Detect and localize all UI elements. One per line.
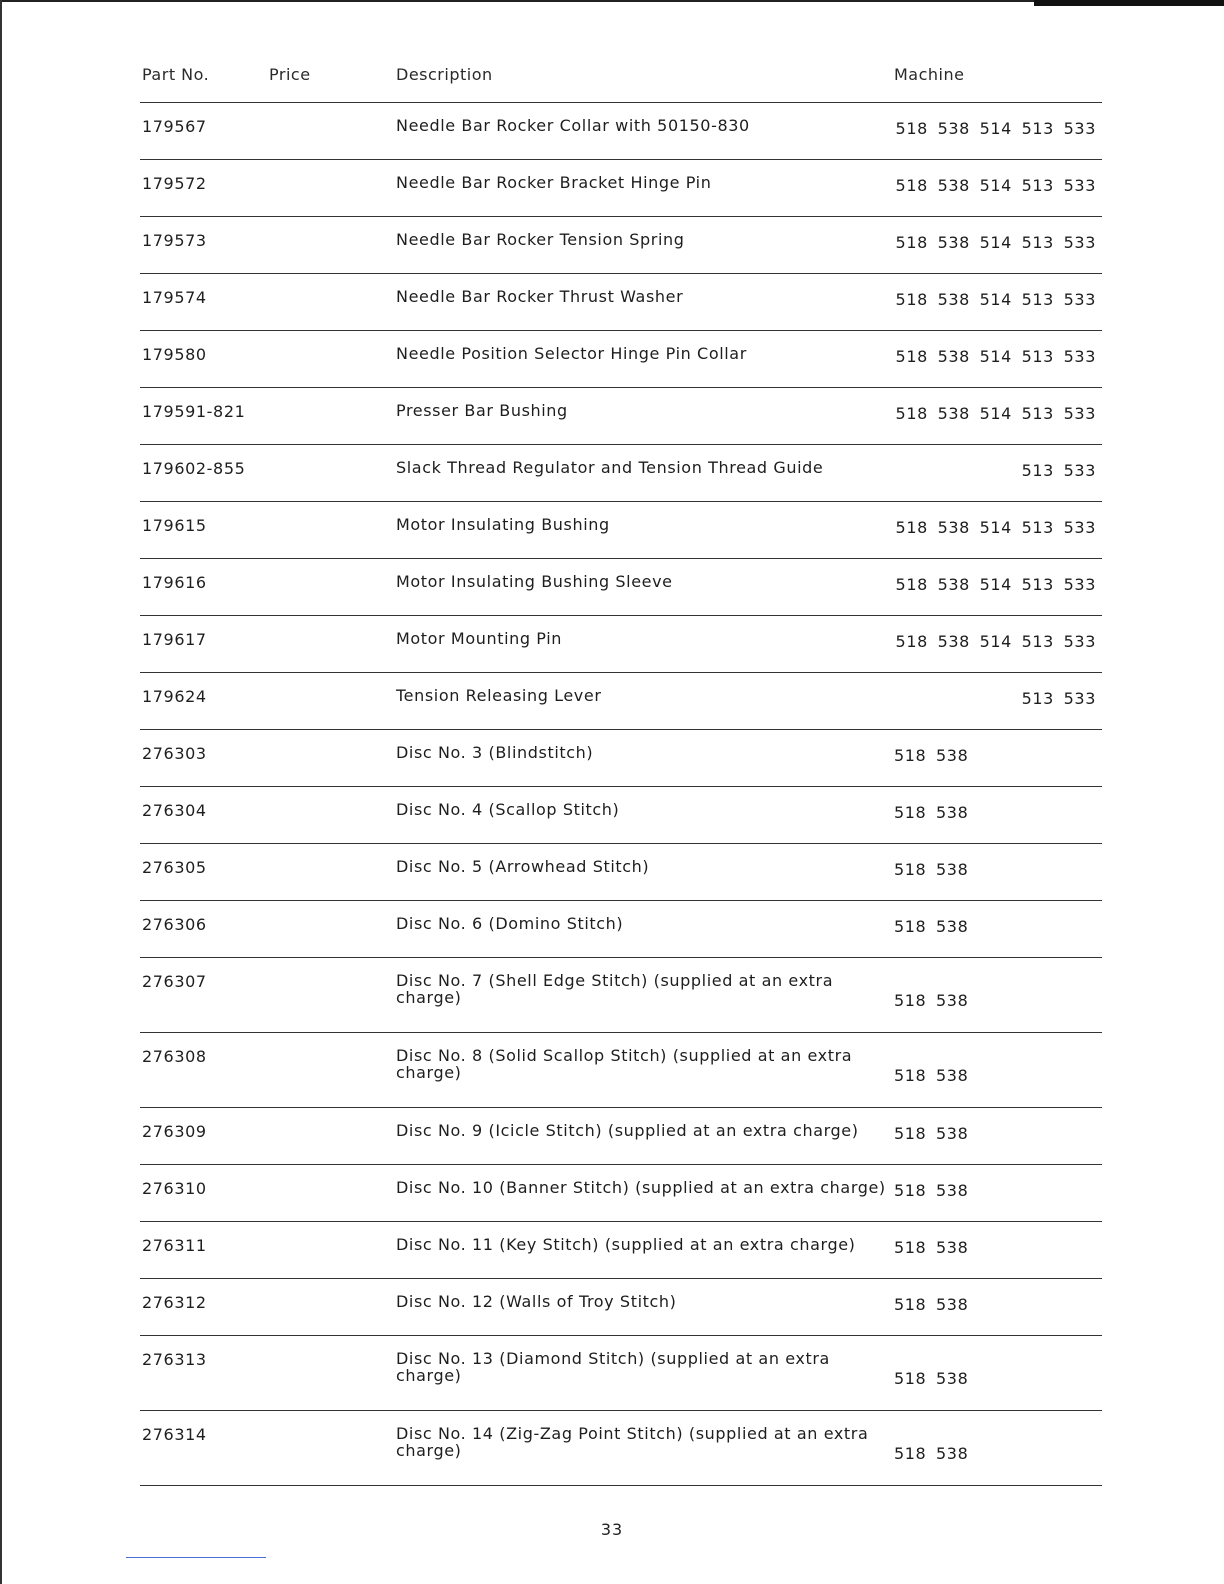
price-cell	[269, 274, 396, 330]
machine-models: 518 538	[894, 1181, 969, 1200]
machine-models: 518 538	[894, 1066, 969, 1085]
part-number: 276307	[142, 972, 207, 991]
part-number: 179602-855	[142, 459, 246, 478]
header-part-no: Part No.	[142, 65, 210, 84]
part-number: 179574	[142, 288, 207, 307]
price-cell	[269, 1279, 396, 1335]
description: Disc No. 6 (Domino Stitch)	[396, 914, 624, 933]
price-cell	[269, 502, 396, 558]
parts-list	[140, 58, 1102, 1486]
table-row	[140, 274, 1102, 331]
part-number: 179572	[142, 174, 207, 193]
price-cell	[269, 331, 396, 387]
price-cell	[269, 901, 396, 957]
table-row	[140, 1279, 1102, 1336]
machine-models: 518 538 514 513 533	[895, 575, 1096, 594]
price-cell	[269, 1336, 396, 1410]
table-row	[140, 160, 1102, 217]
price-cell	[269, 160, 396, 216]
machine-models: 518 538	[894, 803, 969, 822]
price-cell	[269, 388, 396, 444]
description: Tension Releasing Lever	[396, 686, 602, 705]
part-number: 179567	[142, 117, 207, 136]
table-row	[140, 1222, 1102, 1279]
description: Motor Mounting Pin	[396, 629, 562, 648]
description: Disc No. 5 (Arrowhead Stitch)	[396, 857, 650, 876]
part-number: 276311	[142, 1236, 207, 1255]
part-number: 276312	[142, 1293, 207, 1312]
part-number: 179617	[142, 630, 207, 649]
table-row	[140, 388, 1102, 445]
description: Disc No. 4 (Scallop Stitch)	[396, 800, 620, 819]
machine-models: 518 538 514 513 533	[895, 176, 1096, 195]
table-row	[140, 901, 1102, 958]
header-machine: Machine	[894, 65, 965, 84]
part-number: 276314	[142, 1425, 207, 1444]
machine-models: 518 538	[894, 1369, 969, 1388]
description: Needle Bar Rocker Bracket Hinge Pin	[396, 173, 712, 192]
machine-models: 518 538 514 513 533	[895, 233, 1096, 252]
price-cell	[269, 445, 396, 501]
machine-models: 518 538	[894, 1238, 969, 1257]
part-number: 276305	[142, 858, 207, 877]
description: Motor Insulating Bushing	[396, 515, 610, 534]
page-number: 33	[600, 1520, 624, 1539]
price-cell	[269, 787, 396, 843]
part-number: 179573	[142, 231, 207, 250]
table-row	[140, 1165, 1102, 1222]
page-left-edge	[0, 0, 2, 1584]
description: Presser Bar Bushing	[396, 401, 568, 420]
description: Disc No. 10 (Banner Stitch) (supplied at an extra charge)	[396, 1178, 886, 1197]
table-row	[140, 1336, 1102, 1411]
price-cell	[269, 559, 396, 615]
machine-models: 518 538	[894, 991, 969, 1010]
price-cell	[269, 616, 396, 672]
part-number: 276313	[142, 1350, 207, 1369]
part-number: 179615	[142, 516, 207, 535]
description: Disc No. 9 (Icicle Stitch) (supplied at an extra charge)	[396, 1121, 859, 1140]
description: Needle Bar Rocker Thrust Washer	[396, 287, 684, 306]
price-cell	[269, 103, 396, 159]
table-row	[140, 502, 1102, 559]
part-number: 179580	[142, 345, 207, 364]
description: Disc No. 11 (Key Stitch) (supplied at an extra charge)	[396, 1235, 856, 1254]
price-cell	[269, 1222, 396, 1278]
table-row	[140, 958, 1102, 1033]
price-cell	[269, 958, 396, 1032]
machine-models: 518 538	[894, 1295, 969, 1314]
machine-models: 518 538	[894, 1444, 969, 1463]
part-number: 276303	[142, 744, 207, 763]
table-row	[140, 559, 1102, 616]
machine-models: 518 538 514 513 533	[895, 518, 1096, 537]
top-rule-thick	[1034, 0, 1224, 6]
table-row	[140, 1411, 1102, 1486]
table-row	[140, 217, 1102, 274]
price-cell	[269, 1108, 396, 1164]
table-row	[140, 1033, 1102, 1108]
part-number: 179624	[142, 687, 207, 706]
machine-models: 518 538 514 513 533	[895, 119, 1096, 138]
machine-models: 513 533	[1021, 461, 1096, 480]
description: Needle Position Selector Hinge Pin Collar	[396, 344, 747, 363]
price-cell	[269, 1033, 396, 1107]
table-row	[140, 616, 1102, 673]
price-cell	[269, 1165, 396, 1221]
price-cell	[269, 844, 396, 900]
table-row	[140, 673, 1102, 730]
machine-models: 518 538	[894, 860, 969, 879]
part-number: 276306	[142, 915, 207, 934]
machine-models: 518 538	[894, 746, 969, 765]
table-row	[140, 730, 1102, 787]
part-number: 276310	[142, 1179, 207, 1198]
description: Disc No. 8 (Solid Scallop Stitch) (supplied at an extra charge)	[396, 1046, 853, 1082]
machine-models: 518 538 514 513 533	[895, 290, 1096, 309]
header-description: Description	[396, 65, 493, 84]
table-row	[140, 331, 1102, 388]
machine-models: 518 538 514 513 533	[895, 347, 1096, 366]
table-row	[140, 103, 1102, 160]
part-number: 179616	[142, 573, 207, 592]
price-cell	[269, 673, 396, 729]
description: Slack Thread Regulator and Tension Thread Guide	[396, 458, 824, 477]
part-number: 276309	[142, 1122, 207, 1141]
part-number: 179591-821	[142, 402, 246, 421]
machine-models: 518 538	[894, 1124, 969, 1143]
table-row	[140, 1108, 1102, 1165]
header-price: Price	[269, 65, 311, 84]
description: Disc No. 13 (Diamond Stitch) (supplied at an extra charge)	[396, 1349, 830, 1385]
part-number: 276308	[142, 1047, 207, 1066]
price-cell	[269, 1411, 396, 1485]
machine-models: 518 538 514 513 533	[895, 404, 1096, 423]
description: Motor Insulating Bushing Sleeve	[396, 572, 673, 591]
description: Disc No. 3 (Blindstitch)	[396, 743, 594, 762]
price-cell	[269, 217, 396, 273]
part-number: 276304	[142, 801, 207, 820]
description: Disc No. 14 (Zig-Zag Point Stitch) (supplied at an extra charge)	[396, 1424, 869, 1460]
table-row	[140, 844, 1102, 901]
machine-models: 518 538 514 513 533	[895, 632, 1096, 651]
table-row	[140, 445, 1102, 502]
machine-models: 513 533	[1021, 689, 1096, 708]
description: Disc No. 12 (Walls of Troy Stitch)	[396, 1292, 677, 1311]
price-cell	[269, 730, 396, 786]
table-row	[140, 787, 1102, 844]
table-header	[140, 58, 1102, 103]
description: Needle Bar Rocker Tension Spring	[396, 230, 685, 249]
description: Needle Bar Rocker Collar with 50150-830	[396, 116, 750, 135]
description: Disc No. 7 (Shell Edge Stitch) (supplied at an extra charge)	[396, 971, 834, 1007]
machine-models: 518 538	[894, 917, 969, 936]
footer-underline	[126, 1557, 266, 1558]
